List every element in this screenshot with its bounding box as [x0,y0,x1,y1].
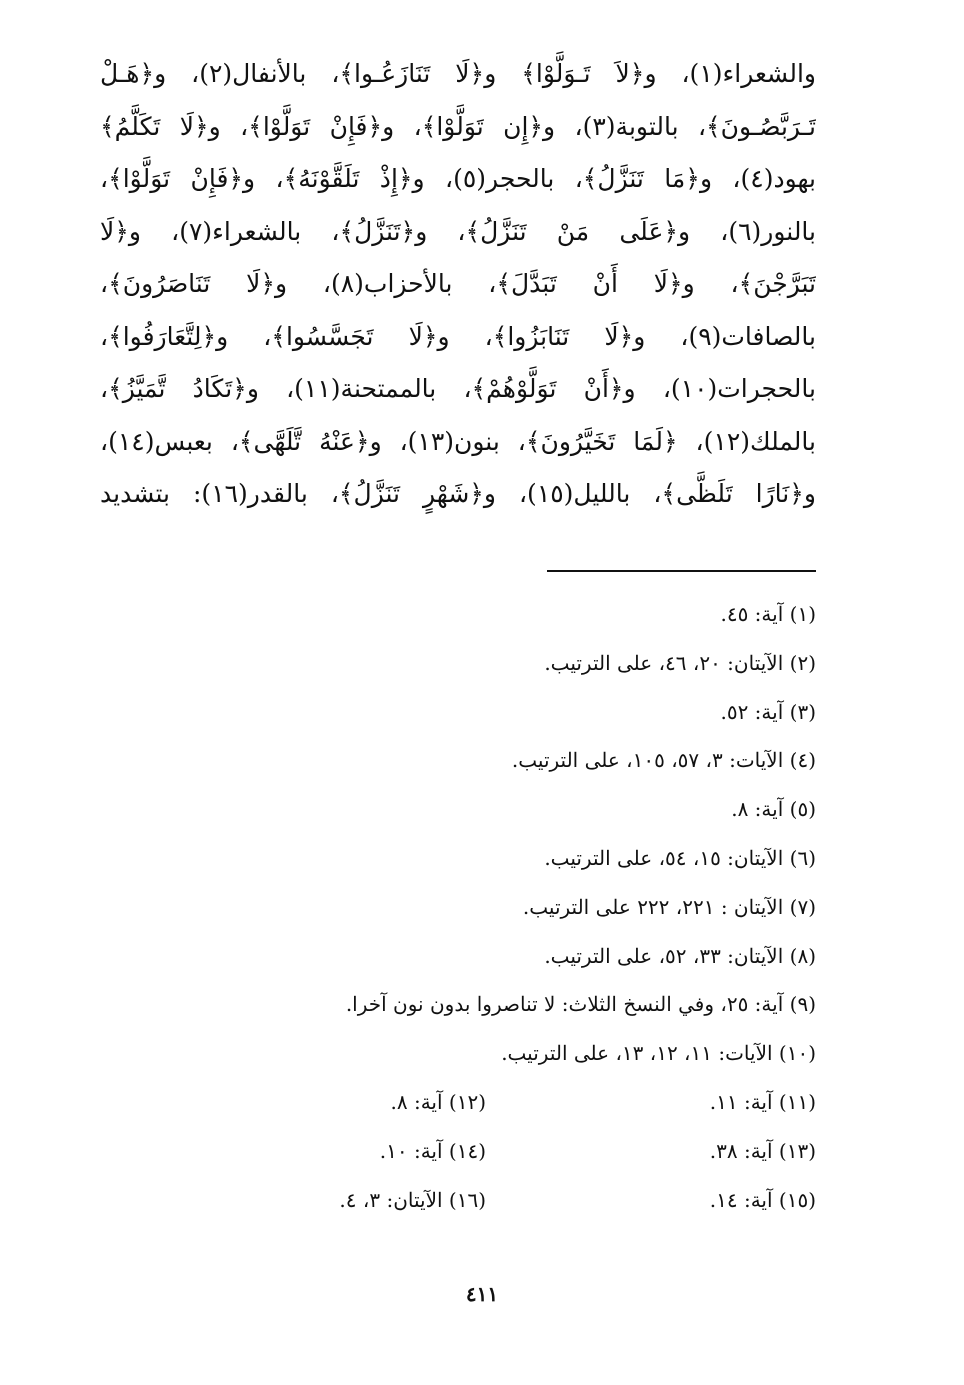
footnote-separator [547,570,816,572]
text-line-4: بالنور(٦)، و﴿عَلَى مَنْ تَنَزَّلُ﴾، و﴿تَنَزَّلُ﴾، بالشعراء(٧)، و﴿لَا [100,216,816,246]
footnote-5: (٥) آية: ٨. [731,797,816,822]
footnote-14: (١٤) آية: ١٠. [379,1138,486,1163]
text-line-8: بالملك(١٢)، ﴿لَمَا تَخَيَّرُونَ﴾، بنون(١٣)، و﴿عَنْهُ تَّلَهَّى﴾، بعبس(١٤)، [100,426,816,456]
footnote-1: (١) آية: ٤٥. [720,602,816,626]
footnote-12: (١٢) آية: ٨. [390,1089,486,1114]
footnote-16: (١٦) الآيتان: ٣، ٤. [339,1187,486,1212]
footnote-7: (٧) الآيتان : ٢٢١، ٢٢٢ على الترتيب. [522,894,816,919]
text-line-2: تَـرَبَّصُـونَ﴾، بالتوبة(٣)، و﴿إِن تَوَلَّوْا﴾، و﴿فَإِنْ تَوَلَّوْا﴾، و﴿لَا تَكَلَّمُ﴾ [100,111,816,141]
footnote-4: (٤) الآيات: ٣، ٥٧، ١٠٥، على الترتيب. [511,748,816,773]
footnote-pair-row [100,1176,816,1225]
footnote-pair-row [100,1127,816,1176]
text-line-6: بالصافات(٩)، و﴿لَا تَنَابَزُوا﴾، و﴿لَا تَجَسَّسُوا﴾، و﴿لِتَّعَارَفُوا﴾، [100,321,816,351]
footnote-9: (٩) آية: ٢٥، وفي النسخ الثلاث: لا تناصروا بدون نون آخرا. [345,992,816,1017]
footnote-15: (١٥) آية: ١٤. [709,1187,816,1212]
footnote-10: (١٠) الآيات: ١١، ١٢، ١٣، على الترتيب. [501,1041,816,1066]
footnote-6: (٦) الآيتان: ١٥، ٥٤، على الترتيب. [544,845,816,870]
text-line-1: والشعراء(١)، و﴿لاَ تَـوَلَّوْا﴾ و﴿لَا تَنَازَعُـوا﴾، بالأنفال(٢)، و﴿هَـلْ [100,59,816,88]
text-line-5: تَبَرَّجْنَ﴾، و﴿لَا أَنْ تَبَدَّلَ﴾، بالأحزاب(٨)، و﴿لَا تَنَاصَرُونَ﴾، [100,269,816,298]
footnote-13: (١٣) آية: ٣٨. [709,1138,816,1163]
main-text-block [100,48,816,521]
page-number: ٤١١ [465,1282,499,1306]
text-line-7: بالحجرات(١٠)، و﴿أَنْ تَوَلَّوْهُمْ﴾، بالممتحنة(١١)، و﴿تَكَادُ تَّمَيَّزُ﴾، [100,374,816,403]
footnote-pair-row [100,1078,816,1127]
footnotes-block [100,590,816,1224]
footnote-2: (٢) الآيتان: ٢٠، ٤٦، على الترتيب. [544,650,816,675]
text-line-3: بهود(٤)، و﴿مَا تَنَزَّلُ﴾، بالحجر(٥)، و﴿إِذْ تَلَقَّوْنَهُ﴾، و﴿فَإِنْ تَوَلَّوْا﴾، [100,164,816,193]
footnote-11: (١١) آية: ١١. [709,1089,816,1114]
footnote-8: (٨) الآيتان: ٣٣، ٥٢، على الترتيب. [544,943,816,968]
text-line-9: و﴿نَارًا تَلَظَّى﴾، بالليل(١٥)، و﴿شَهْرٍ تَنَزَّلُ﴾، بالقدر(١٦): بتشديد [100,479,816,508]
footnote-3: (٣) آية: ٥٢. [720,699,816,724]
